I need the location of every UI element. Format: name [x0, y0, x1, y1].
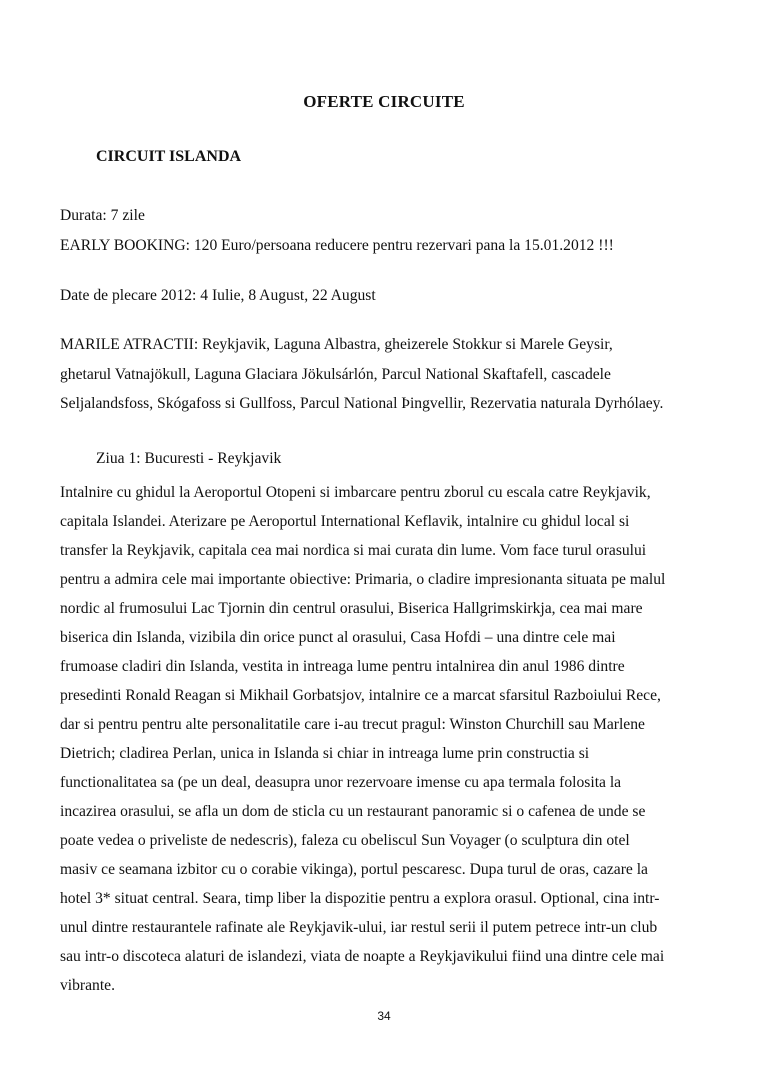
day-description-paragraph: [60, 478, 730, 1000]
attractions-paragraph: [60, 330, 720, 419]
paragraph-line: poate vedea o priveliste de nedescris), faleza cu obeliscul Sun Voyager (o sculptura din otel: [60, 832, 630, 849]
paragraph-line: frumoase cladiri din Islanda, vestita in intreaga lume pentru intalnirea din anul 1986 dintre: [60, 658, 625, 675]
page-title: OFERTE CIRCUITE: [303, 92, 465, 111]
paragraph-line: biserica din Islanda, vizibila din orice punct al orasului, Casa Hofdi – una dintre cele mai: [60, 629, 616, 646]
paragraph-line: incazirea orasului, se afla un dom de sticla cu un restaurant panoramic si o cafenea de unde se: [60, 803, 646, 820]
attractions-line: MARILE ATRACTII: Reykjavik, Laguna Albastra, gheizerele Stokkur si Marele Geysir,: [60, 336, 613, 353]
section-title: CIRCUIT ISLANDA: [96, 148, 242, 165]
paragraph-line: vibrante.: [60, 977, 115, 994]
paragraph-line: presedinti Ronald Reagan si Mikhail Gorbatsjov, intalnire ce a marcat sfarsitul Razboiului Rece,: [60, 687, 661, 704]
early-booking-text: EARLY BOOKING: 120 Euro/persoana reducere pentru rezervari pana la 15.01.2012 !!!: [60, 237, 614, 254]
paragraph-line: Intalnire cu ghidul la Aeroportul Otopeni si imbarcare pentru zborul cu escala catre Reykjavik,: [60, 484, 651, 501]
attractions-line: ghetarul Vatnajökull, Laguna Glaciara Jökulsárlón, Parcul National Skaftafell, cascadele: [60, 365, 611, 383]
paragraph-line: sau intr-o discoteca alaturi de islandezi, viata de noapte a Reykjavikului fiind una dintre cele mai: [60, 948, 665, 965]
page-number: 34: [377, 1009, 391, 1023]
attractions-line: Seljalandsfoss, Skógafoss si Gullfoss, Parcul National Þingvellir, Rezervatia naturala Dyrhólaey.: [60, 395, 664, 412]
paragraph-line: nordic al frumosului Lac Tjornin din centrul orasului, Biserica Hallgrimskirkja, cea mai mare: [60, 600, 643, 617]
paragraph-line: hotel 3* situat central. Seara, timp liber la dispozitie pentru a explora orasul. Optional, cina intr-: [60, 890, 660, 907]
paragraph-line: unul dintre restaurantele rafinate ale Reykjavik-ului, iar restul serii il putem petrece intr-un club: [60, 919, 658, 936]
paragraph-line: Dietrich; cladirea Perlan, unica in Islanda si chiar in intreaga lume prin constructia si: [60, 745, 590, 762]
duration-text: Durata: 7 zile: [60, 207, 145, 224]
day-heading: Ziua 1: Bucuresti - Reykjavik: [96, 450, 282, 467]
paragraph-line: functionalitatea sa (pe un deal, deasupra unor rezervoare imense cu apa termala folosita la: [60, 774, 622, 791]
departure-dates-text: Date de plecare 2012: 4 Iulie, 8 August, 22 August: [60, 287, 376, 304]
paragraph-line: dar si pentru pentru alte personalitatile care i-au trecut pragul: Winston Churchill sau Marlene: [60, 716, 645, 733]
paragraph-line: transfer la Reykjavik, capitala cea mai nordica si mai curata din lume. Vom face turul orasului: [60, 542, 647, 559]
paragraph-line: capitala Islandei. Aterizare pe Aeroportul International Keflavik, intalnire cu ghidul local si: [60, 513, 630, 530]
paragraph-line: masiv ce seamana izbitor cu o corabie vikinga), portul pescaresc. Dupa turul de oras, cazare la: [60, 861, 648, 878]
paragraph-line: pentru a admira cele mai importante obiective: Primaria, o cladire impresionanta situata pe malul: [60, 571, 666, 588]
